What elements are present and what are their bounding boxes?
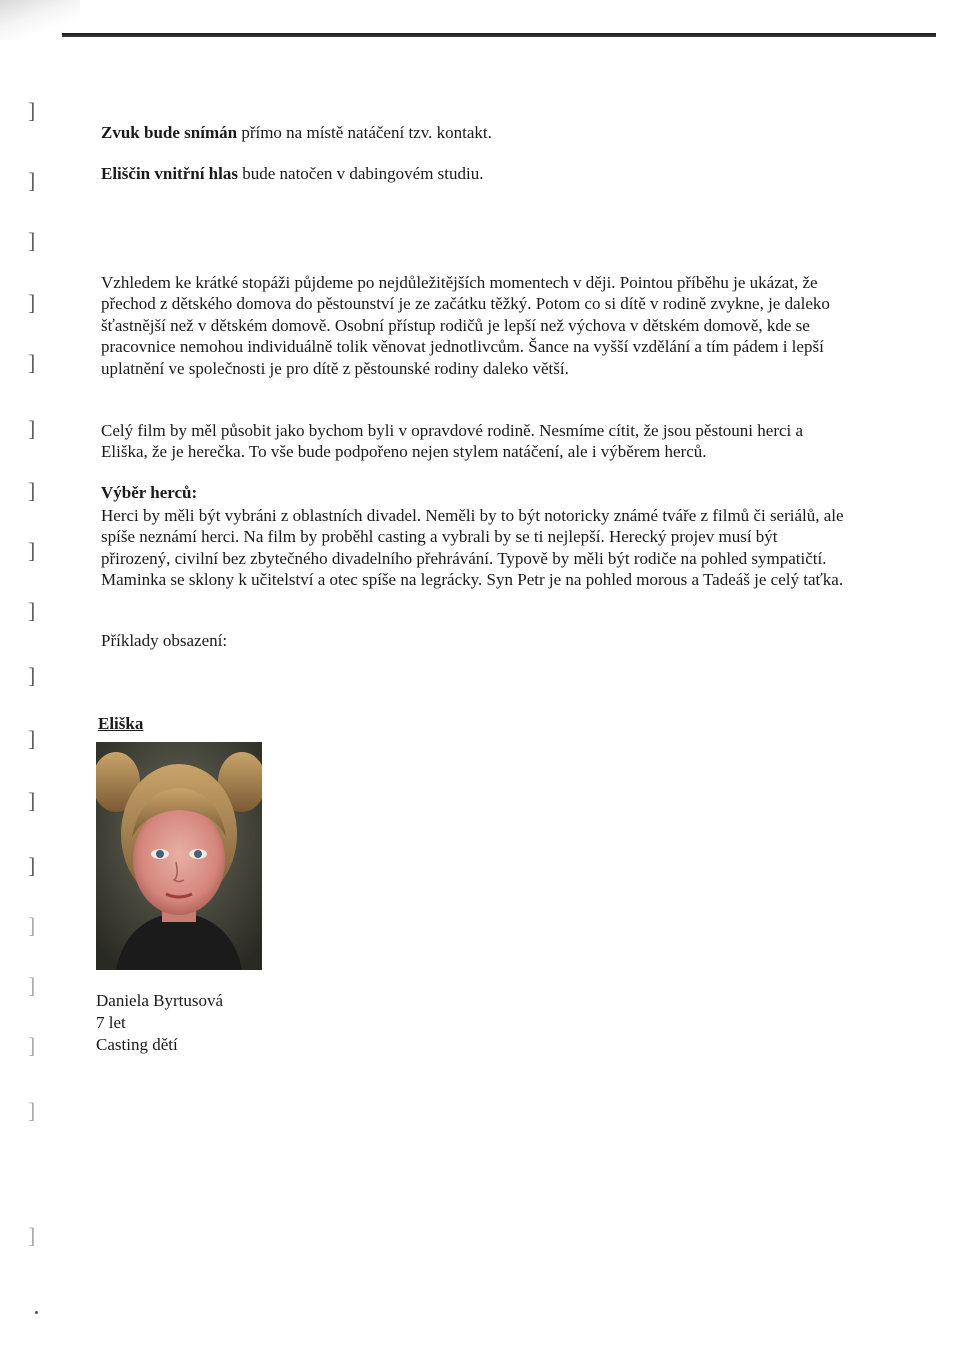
binder-mark: ]: [28, 663, 36, 688]
scan-speck: [35, 1311, 38, 1314]
examples-label: Příklady obsazení:: [101, 631, 228, 650]
binder-mark: ]: [28, 788, 36, 813]
child-portrait-image: [96, 742, 262, 970]
binder-mark: ]: [28, 1033, 36, 1058]
sound-text-voice: bude natočen v dabingovém studiu.: [242, 164, 484, 183]
binder-mark: ]: [28, 598, 36, 623]
binder-mark: ]: [28, 913, 36, 938]
binder-marks: [28, 0, 48, 1357]
sound-term-direct: Zvuk bude snímán: [101, 123, 238, 142]
binder-mark: ]: [28, 853, 36, 878]
binder-mark: ]: [28, 228, 36, 253]
casting-heading: Výběr herců:: [101, 483, 198, 502]
sound-line-voice: [101, 163, 484, 185]
sound-text-direct: přímo na místě natáčení tzv. kontakt.: [241, 123, 492, 142]
binder-mark: ]: [28, 168, 36, 193]
casting-source: Casting dětí: [96, 1035, 178, 1054]
actor-age: 7 let: [96, 1013, 126, 1032]
casting-paragraph: Herci by měli být vybráni z oblastních divadel. Neměli by to být notoricky známé tváře z filmů či seriálů, ale spíše neznámí herci. Na film by proběhl casting a vybrali by se ti nejlepší. Herecký projev musí být přirozený, civilní bez zbytečného divadelního přehrávání. Typově by měli být rodiče na pohled sympatičtí. Maminka se sklony k učitelství a otec spíše na legrácky. Syn Petr je na pohled morous a Tadeáš je celý taťka.: [101, 506, 844, 590]
binder-mark: ]: [28, 478, 36, 503]
sound-line-direct: [101, 122, 492, 144]
eliska-heading: Eliška: [98, 714, 144, 733]
binder-mark: ]: [28, 98, 36, 123]
sound-term-voice: Eliščin vnitřní hlas: [101, 164, 238, 183]
binder-mark: ]: [28, 726, 36, 751]
binder-mark: ]: [28, 290, 36, 315]
binder-mark: ]: [28, 973, 36, 998]
binder-mark: ]: [28, 350, 36, 375]
eliska-photo: [96, 742, 262, 970]
film-tone-paragraph: Celý film by měl působit jako bychom byli v opravdové rodině. Nesmíme cítit, že jsou pěstouni herci a Eliška, že je herečka. To vše bude podpořeno nejen stylem natáčení, ale i výběrem herců.: [101, 421, 804, 462]
top-rule: [62, 33, 936, 37]
story-paragraph: Vzhledem ke krátké stopáži půjdeme po nejdůležitějších momentech v ději. Pointou příběhu je ukázat, že přechod z dětského domova do pěstounství je ze začátku těžký. Potom co si dítě v rodině zvykne, je daleko šťastnější než v dětském domově. Osobní přístup rodičů je lepší než výchova v dětském domově, kde se pracovnice nemohou individuálně tolik věnovat jednotlivcům. Šance na vyšší vzdělání a tím pádem i lepší uplatnění ve společnosti je pro dítě z pěstounské rodiny daleko větší.: [101, 273, 830, 378]
binder-mark: ]: [28, 1223, 36, 1248]
binder-mark: ]: [28, 416, 36, 441]
actor-name: Daniela Byrtusová: [96, 991, 223, 1010]
binder-mark: ]: [28, 1098, 36, 1123]
binder-mark: ]: [28, 538, 36, 563]
